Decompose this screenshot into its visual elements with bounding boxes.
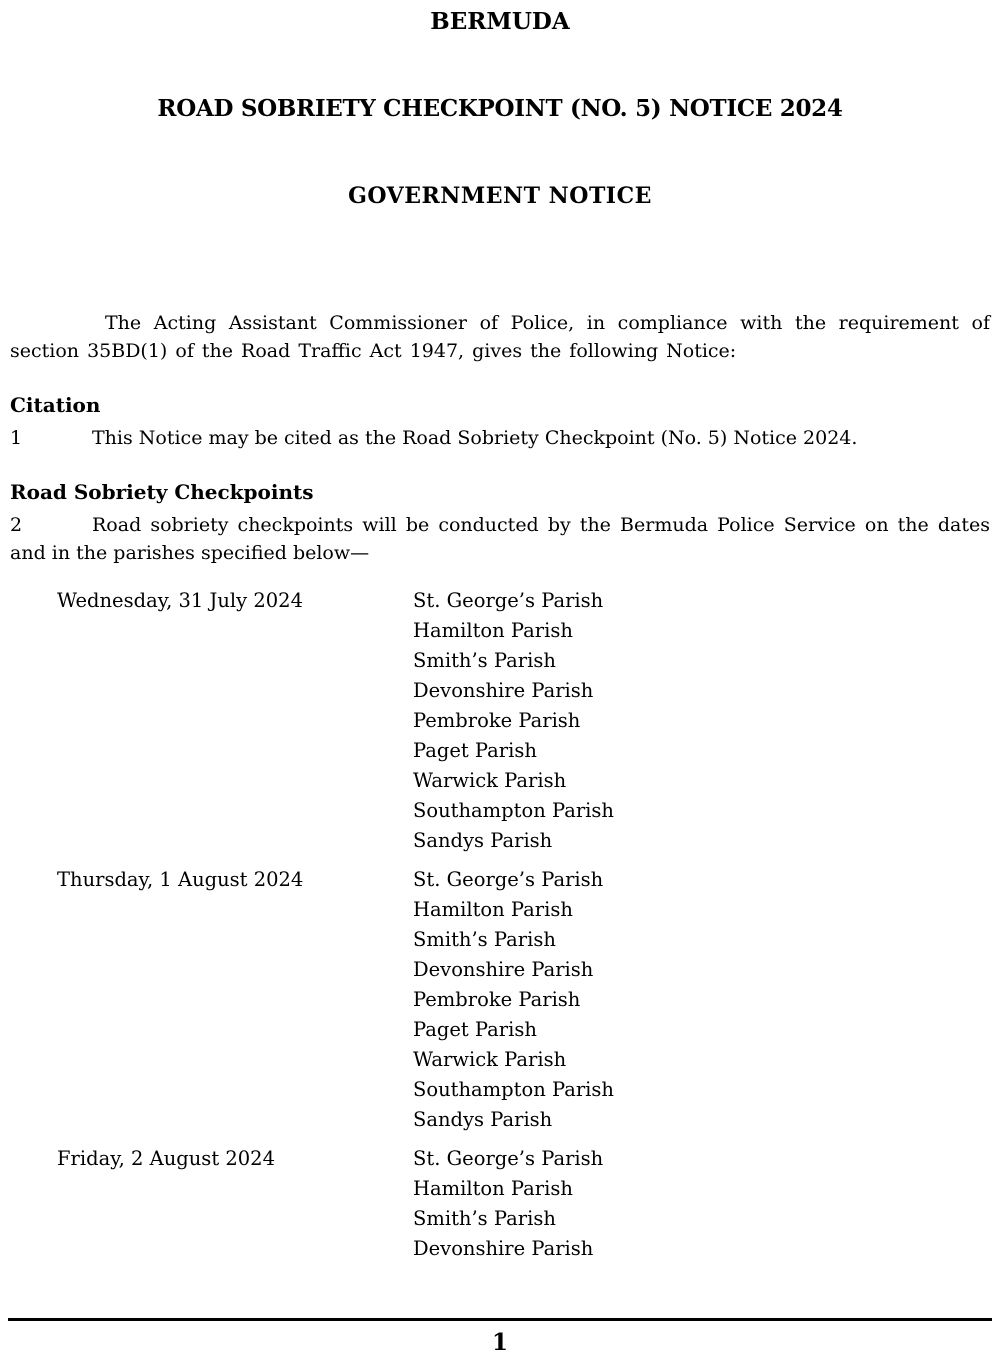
notice-title: ROAD SOBRIETY CHECKPOINT (NO. 5) NOTICE 2024 <box>157 95 843 122</box>
parish-item: Devonshire Parish <box>413 1237 594 1260</box>
parish-item: Hamilton Parish <box>413 898 573 921</box>
country-title: BERMUDA <box>430 8 570 35</box>
parish-list <box>413 865 990 1135</box>
government-notice-heading: GOVERNMENT NOTICE <box>348 183 652 209</box>
section-heading-citation: Citation <box>10 393 101 417</box>
checkpoint-row <box>10 586 990 856</box>
paragraph-text: This Notice may be cited as the Road Sobriety Checkpoint (No. 5) Notice 2024. <box>92 427 858 449</box>
paragraph-text: Road sobriety checkpoints will be conducted by the Bermuda Police Service on the dates and in the parishes specified below— <box>10 514 990 564</box>
checkpoint-list <box>10 586 990 1264</box>
parish-item: St. George’s Parish <box>413 1147 604 1170</box>
paragraph-number: 1 <box>10 427 23 449</box>
checkpoints-paragraph <box>10 511 990 567</box>
section-citation <box>10 392 990 452</box>
checkpoint-row <box>10 865 990 1135</box>
checkpoint-row <box>10 1144 990 1264</box>
parish-list <box>413 586 990 856</box>
parish-item: Smith’s Parish <box>413 1207 556 1230</box>
parish-item: Pembroke Parish <box>413 988 581 1011</box>
paragraph-number: 2 <box>10 514 23 536</box>
parish-item: St. George’s Parish <box>413 868 604 891</box>
parish-item: Devonshire Parish <box>413 958 594 981</box>
checkpoint-date: Wednesday, 31 July 2024 <box>57 589 303 612</box>
section-heading-checkpoints: Road Sobriety Checkpoints <box>10 480 314 504</box>
parish-item: Hamilton Parish <box>413 619 573 642</box>
parish-item: St. George’s Parish <box>413 589 604 612</box>
parish-list <box>413 1144 990 1264</box>
parish-item: Warwick Parish <box>413 769 567 792</box>
preamble-paragraph: The Acting Assistant Commissioner of Police, in compliance with the requirement of section 35BD(1) of the Road Traffic Act 1947, gives the following Notice: <box>10 312 990 362</box>
parish-item: Paget Parish <box>413 739 537 762</box>
parish-item: Sandys Parish <box>413 1108 553 1131</box>
checkpoint-date: Friday, 2 August 2024 <box>57 1147 275 1170</box>
checkpoint-date: Thursday, 1 August 2024 <box>57 868 304 891</box>
section-checkpoints <box>10 479 990 567</box>
parish-item: Paget Parish <box>413 1018 537 1041</box>
parish-item: Smith’s Parish <box>413 649 556 672</box>
page-number: 1 <box>491 1329 508 1356</box>
parish-item: Sandys Parish <box>413 829 553 852</box>
parish-item: Southampton Parish <box>413 1078 614 1101</box>
parish-item: Hamilton Parish <box>413 1177 573 1200</box>
parish-item: Smith’s Parish <box>413 928 556 951</box>
parish-item: Pembroke Parish <box>413 709 581 732</box>
citation-paragraph <box>10 424 990 452</box>
parish-item: Warwick Parish <box>413 1048 567 1071</box>
parish-item: Devonshire Parish <box>413 679 594 702</box>
parish-item: Southampton Parish <box>413 799 614 822</box>
footer-rule <box>8 1318 992 1321</box>
